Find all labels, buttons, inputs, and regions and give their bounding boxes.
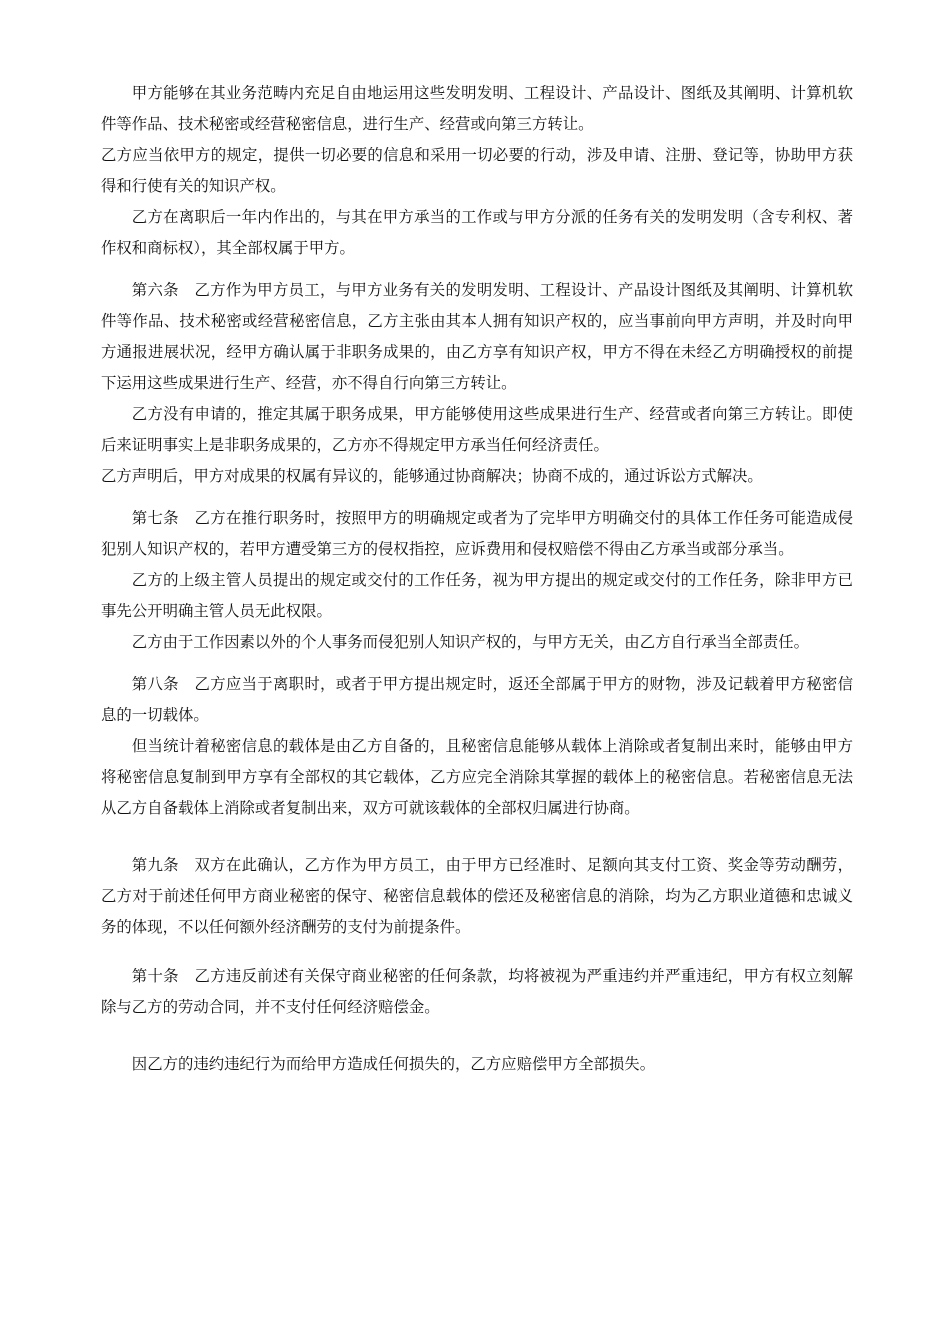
article-6-paragraph: 第六条 乙方作为甲方员工，与甲方业务有关的发明发明、工程设计、产品设计图纸及其阐明、计算机软件等作品、技术秘密或经营秘密信息，乙方主张由其本人拥有知识产权的，应当事前向甲方声明，并及时向甲方通报进展状况，经甲方确认属于非职务成果的，由乙方享有知识产权，甲方不得在未经乙方明确授权的前提下运用这些成果进行生产、经营，亦不得自行向第三方转让。 (101, 281, 853, 392)
document-page (101, 78, 853, 1080)
paragraph-1: 甲方能够在其业务范畴内充足自由地运用这些发明发明、工程设计、产品设计、图纸及其阐明、计算机软件等作品、技术秘密或经营秘密信息，进行生产、经营或向第三方转让。 (101, 84, 853, 133)
paragraph-9: 乙方由于工作因素以外的个人事务而侵犯别人知识产权的，与甲方无关，由乙方自行承当全部责任。 (131, 633, 809, 651)
paragraph-3: 乙方在离职后一年内作出的，与其在甲方承当的工作或与甲方分派的任务有关的发明发明（含专利权、著作权和商标权），其全部权属于甲方。 (101, 208, 853, 257)
article-10-paragraph: 第十条 乙方违反前述有关保守商业秘密的任何条款，均将被视为严重违约并严重违纪，甲方有权立刻解除与乙方的劳动合同，并不支付任何经济赔偿金。 (101, 967, 853, 1016)
paragraph-6: 乙方声明后，甲方对成果的权属有异议的，能够通过协商解决；协商不成的，通过诉讼方式解决。 (101, 467, 763, 485)
paragraph-2: 乙方应当依甲方的规定，提供一切必要的信息和采用一切必要的行动，涉及申请、注册、登记等，协助甲方获得和行使有关的知识产权。 (101, 146, 853, 195)
paragraph-11: 但当统计着秘密信息的载体是由乙方自备的，且秘密信息能够从载体上消除或者复制出来时，能够由甲方将秘密信息复制到甲方享有全部权的其它载体，乙方应完全消除其掌握的载体上的秘密信息。若秘密信息无法从乙方自备载体上消除或者复制出来，双方可就该载体的全部权归属进行协商。 (101, 737, 853, 817)
paragraph-5: 乙方没有申请的，推定其属于职务成果，甲方能够使用这些成果进行生产、经营或者向第三方转让。即使后来证明事实上是非职务成果的，乙方亦不得规定甲方承当任何经济责任。 (101, 405, 853, 454)
article-7-paragraph: 第七条 乙方在推行职务时，按照甲方的明确规定或者为了完毕甲方明确交付的具体工作任务可能造成侵犯别人知识产权的，若甲方遭受第三方的侵权指控，应诉费用和侵权赔偿不得由乙方承当或部分承当。 (101, 509, 853, 558)
paragraph-14: 因乙方的违约违纪行为而给甲方造成任何损失的，乙方应赔偿甲方全部损失。 (131, 1055, 656, 1073)
article-8-paragraph: 第八条 乙方应当于离职时，或者于甲方提出规定时，返还全部属于甲方的财物，涉及记载着甲方秘密信息的一切载体。 (101, 675, 853, 724)
paragraph-8: 乙方的上级主管人员提出的规定或交付的工作任务，视为甲方提出的规定或交付的工作任务，除非甲方已事先公开明确主管人员无此权限。 (101, 571, 853, 620)
article-9-paragraph: 第九条 双方在此确认，乙方作为甲方员工，由于甲方已经准时、足额向其支付工资、奖金等劳动酬劳，乙方对于前述任何甲方商业秘密的保守、秘密信息载体的偿还及秘密信息的消除，均为乙方职业道德和忠诚义务的体现，不以任何额外经济酬劳的支付为前提条件。 (101, 856, 853, 936)
